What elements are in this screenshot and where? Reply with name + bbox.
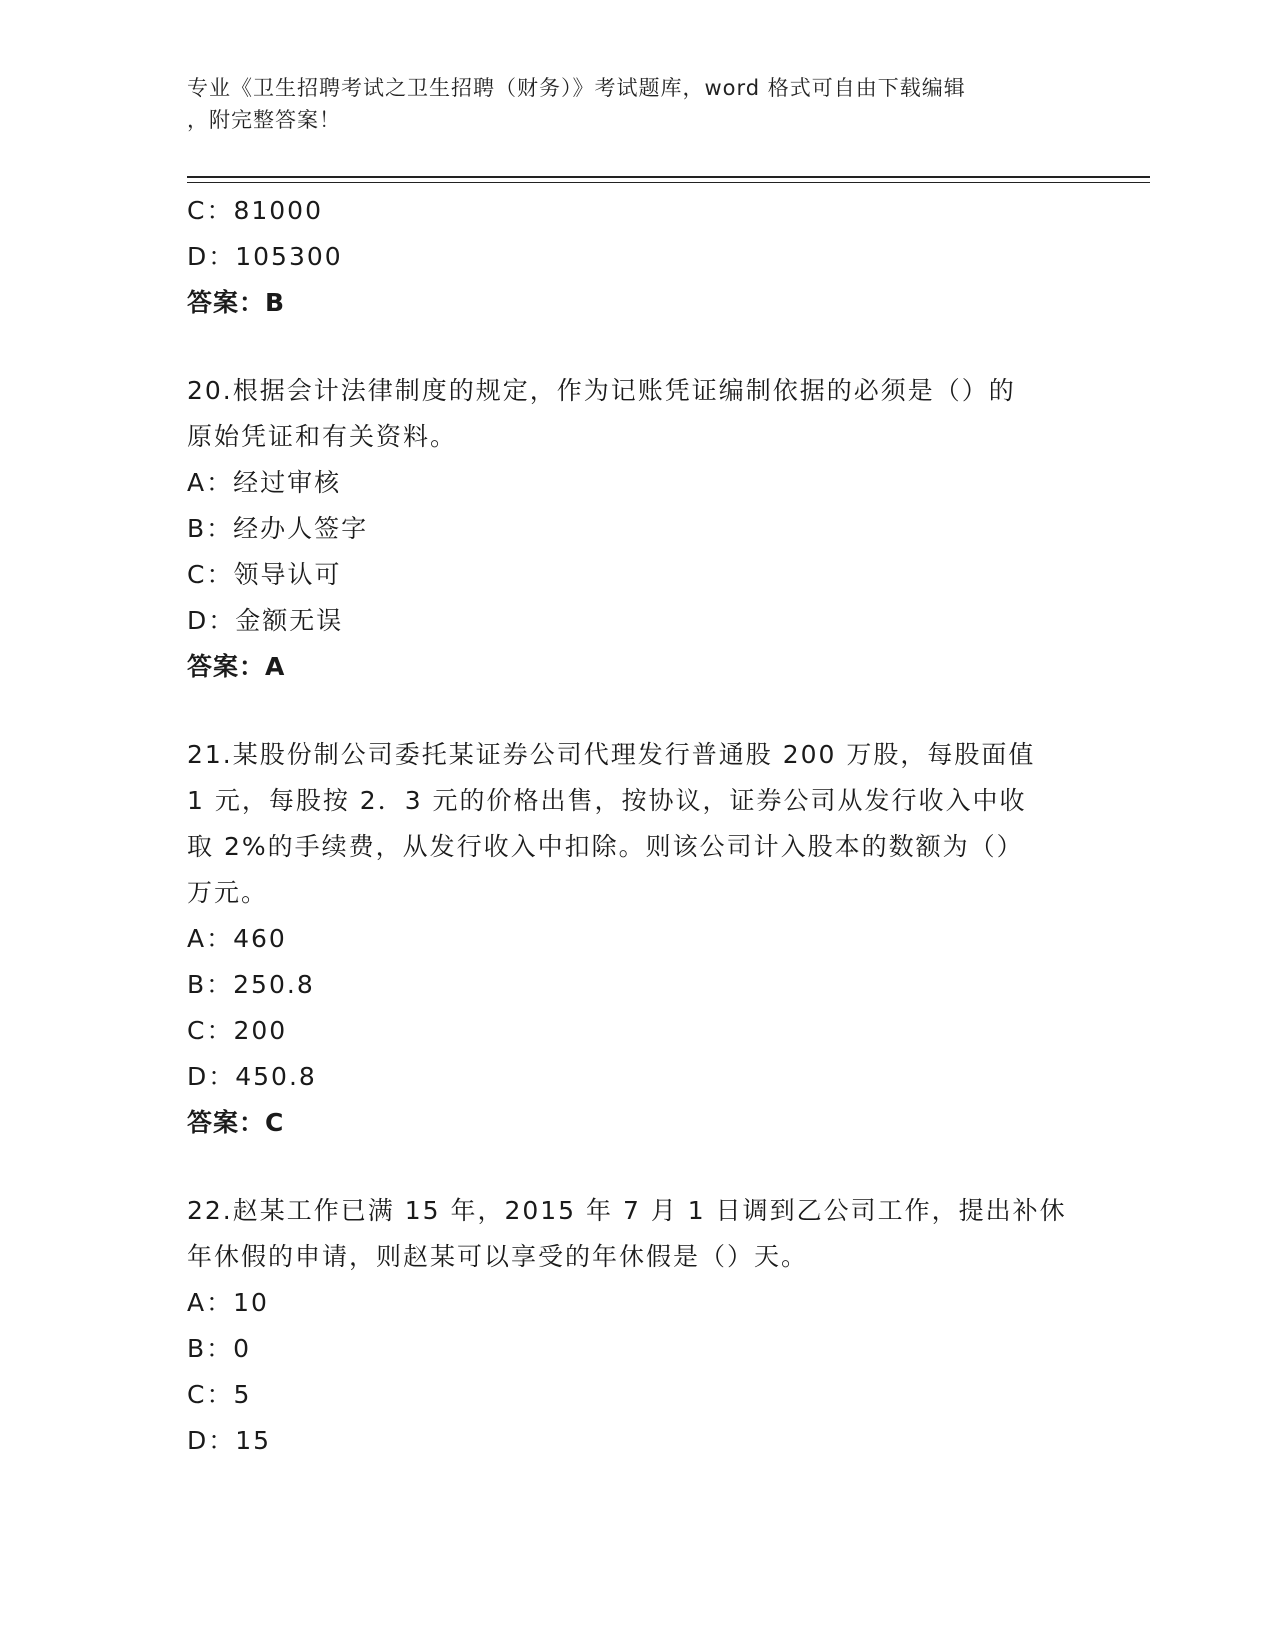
option-a: A：经过审核 [187, 468, 342, 497]
option-c: C：200 [187, 1016, 288, 1045]
question-line: 原始凭证和有关资料。 [187, 422, 458, 451]
question-line: 22.赵某工作已满 15 年，2015 年 7 月 1 日调到乙公司工作，提出补休 [187, 1196, 1067, 1225]
question-22-block [187, 1188, 1087, 1464]
option-b: B：250.8 [187, 970, 315, 999]
question-content [187, 188, 1087, 1464]
prev-question-block [187, 188, 1087, 326]
header-line-1: 专业《卫生招聘考试之卫生招聘（财务）》考试题库，word 格式可自由下载编辑 [187, 76, 966, 100]
header-divider-secondary [187, 182, 1150, 183]
question-21-block [187, 732, 1087, 1146]
answer-label: 答案：B [187, 288, 286, 317]
option-b: B：经办人签字 [187, 514, 369, 543]
question-20-block [187, 368, 1087, 690]
question-22-text [187, 1188, 1087, 1280]
option-d: D：450.8 [187, 1062, 317, 1091]
option-a: A：10 [187, 1288, 269, 1317]
question-line: 21.某股份制公司委托某证券公司代理发行普通股 200 万股，每股面值 [187, 740, 1036, 769]
question-line: 1 元，每股按 2．3 元的价格出售，按协议，证券公司从发行收入中收 [187, 786, 1027, 815]
option-d: D：105300 [187, 242, 343, 271]
header-line-2: ，附完整答案！ [187, 108, 341, 132]
question-line: 年休假的申请，则赵某可以享受的年休假是（）天。 [187, 1242, 809, 1271]
question-line: 万元。 [187, 878, 269, 907]
option-c: C：领导认可 [187, 560, 342, 589]
option-c: C：5 [187, 1380, 252, 1409]
page-header [187, 72, 1067, 136]
option-c: C：81000 [187, 196, 323, 225]
header-divider [187, 176, 1150, 178]
question-20-text [187, 368, 1087, 460]
question-line: 取 2%的手续费，从发行收入中扣除。则该公司计入股本的数额为（） [187, 832, 1024, 861]
option-b: B：0 [187, 1334, 252, 1363]
answer-label: 答案：C [187, 1108, 285, 1137]
question-line: 20.根据会计法律制度的规定，作为记账凭证编制依据的必须是（）的 [187, 376, 1016, 405]
answer-label: 答案：A [187, 652, 286, 681]
option-a: A：460 [187, 924, 287, 953]
option-d: D：15 [187, 1426, 272, 1455]
question-21-text [187, 732, 1087, 916]
option-d: D：金额无误 [187, 606, 344, 635]
